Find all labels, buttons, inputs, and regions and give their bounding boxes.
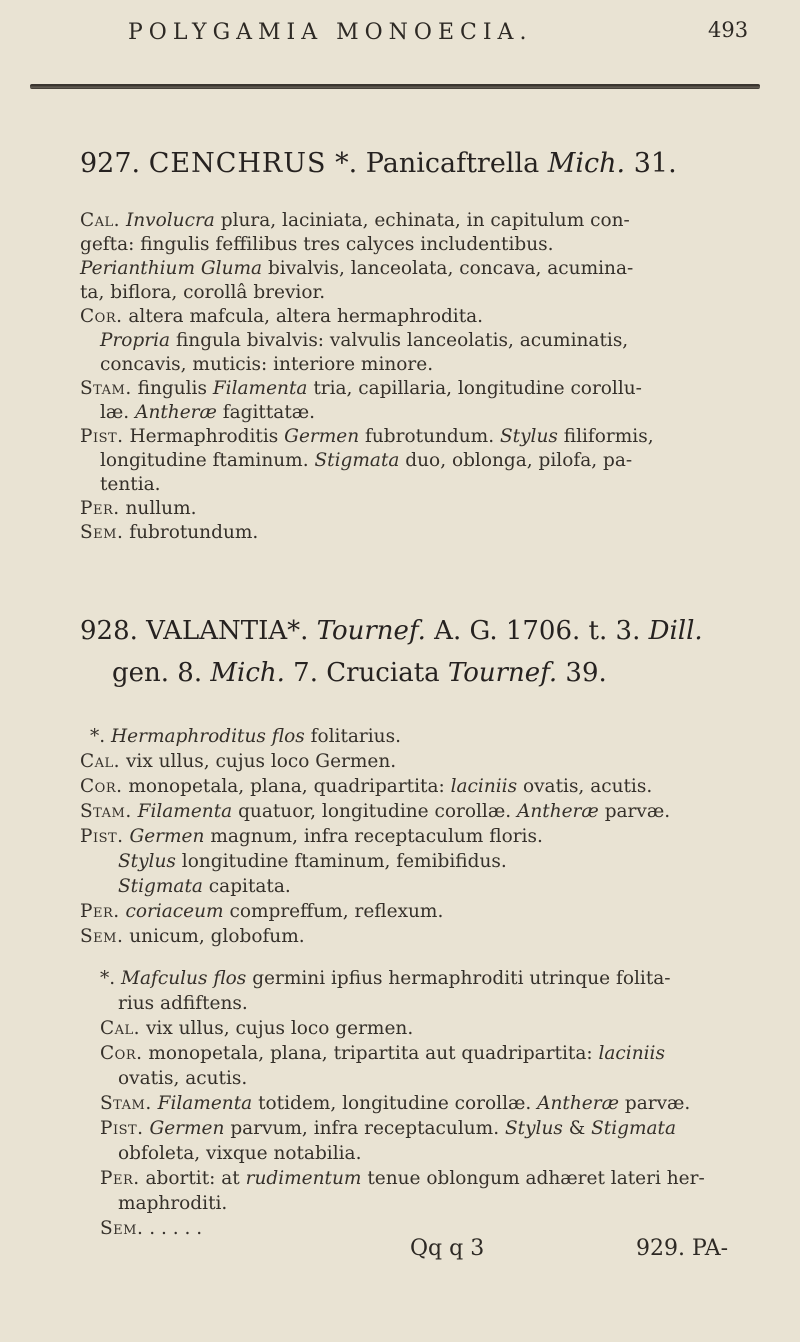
- section-key: Sem.: [80, 926, 124, 947]
- reference: A. G. 1706. t. 3.: [434, 616, 641, 646]
- synonym: Panicaftrella: [365, 148, 540, 179]
- text-line: Cal. Involucra plura, laciniata, echinata, in capitulum con-: [80, 210, 630, 231]
- genus-name: 928. VALANTIA: [80, 616, 288, 646]
- text-line: ovatis, acutis.: [118, 1068, 248, 1089]
- section-key: Cal.: [80, 751, 121, 772]
- text-line: Stigmata capitata.: [118, 876, 291, 897]
- text-line: Per. nullum.: [80, 498, 197, 519]
- entry-927-title: [80, 148, 677, 179]
- text-line: Cor. altera mafcula, altera hermaphrodita.: [80, 306, 484, 327]
- text-line: *. Hermaphroditus flos folitarius.: [90, 726, 401, 747]
- running-head: POLYGAMIA MONOECIA.: [128, 20, 533, 45]
- page-number: 493: [708, 18, 749, 42]
- section-key: Cor.: [80, 306, 123, 327]
- section-key: Cor.: [80, 776, 123, 797]
- section-key: Sem.: [100, 1218, 144, 1239]
- author: Tournef.: [447, 658, 558, 688]
- genus-mark: *.: [287, 616, 309, 646]
- text-line: Sem. . . . . .: [100, 1218, 203, 1239]
- genus-mark: *.: [335, 148, 358, 179]
- entry-928-title-line-2: [112, 658, 607, 688]
- section-key: Stam.: [80, 801, 132, 822]
- text-line: ta, biflora, corollâ brevior.: [80, 282, 326, 303]
- text-line: Pist. Hermaphroditis Germen fubrotundum. Stylus filiformis,: [80, 426, 654, 447]
- synonym-page: 39.: [565, 658, 607, 688]
- author: Tournef.: [316, 616, 426, 646]
- text-line: Stylus longitudine ftaminum, femibifidus.: [118, 851, 507, 872]
- text-line: gefta: fingulis feffilibus tres calyces includentibus.: [80, 234, 554, 255]
- text-line: Cal. vix ullus, cujus loco germen.: [100, 1018, 414, 1039]
- section-key: Sem.: [80, 522, 124, 543]
- reference: gen. 8.: [112, 658, 203, 688]
- text-line: *. Mafculus flos germini ipfius hermaphroditi utrinque folita-: [100, 968, 671, 989]
- section-key: *.: [100, 968, 116, 989]
- text-line: Cor. monopetala, plana, tripartita aut quadripartita: laciniis: [100, 1043, 665, 1064]
- text-line: Stam. Filamenta totidem, longitudine corollæ. Antheræ parvæ.: [100, 1093, 691, 1114]
- section-key: Per.: [80, 498, 120, 519]
- section-key: Pist.: [100, 1118, 144, 1139]
- section-key: Stam.: [80, 378, 132, 399]
- text-line: rius adfiftens.: [118, 993, 248, 1014]
- section-key: Pist.: [80, 826, 124, 847]
- text-line: Stam. Filamenta quatuor, longitudine corollæ. Antheræ parvæ.: [80, 801, 671, 822]
- text-line: Pist. Germen parvum, infra receptaculum. Stylus & Stigmata: [100, 1118, 677, 1139]
- text-line: Stam. fingulis Filamenta tria, capillaria, longitudine corollu-: [80, 378, 642, 399]
- text-line: tentia.: [100, 474, 161, 495]
- text-line: Cal. vix ullus, cujus loco Germen.: [80, 751, 397, 772]
- text-line: obfoleta, vixque notabilia.: [118, 1143, 362, 1164]
- section-key: Cal.: [80, 210, 121, 231]
- synonym-page: 31.: [633, 148, 677, 179]
- section-key: Stam.: [100, 1093, 152, 1114]
- author: Mich.: [210, 658, 285, 688]
- text-line: læ. Antheræ fagittatæ.: [100, 402, 316, 423]
- synonym: 7. Cruciata: [293, 658, 440, 688]
- section-key: *.: [90, 726, 106, 747]
- section-key: Pist.: [80, 426, 124, 447]
- author: Mich.: [547, 148, 626, 179]
- text-line: Sem. fubrotundum.: [80, 522, 259, 543]
- section-key: Cal.: [100, 1018, 141, 1039]
- text-line: Sem. unicum, globofum.: [80, 926, 305, 947]
- text-line: maphroditi.: [118, 1193, 228, 1214]
- section-key: Cor.: [100, 1043, 143, 1064]
- text-line: Perianthium Gluma bivalvis, lanceolata, concava, acumina-: [80, 258, 634, 279]
- section-key: Per.: [80, 901, 120, 922]
- text-line: Per. abortit: at rudimentum tenue oblongum adhæret lateri her-: [100, 1168, 705, 1189]
- entry-928-title-line-1: [80, 616, 703, 646]
- author: Dill.: [648, 616, 703, 646]
- genus-name: CENCHRUS: [148, 148, 327, 179]
- text-line: Propria fingula bivalvis: valvulis lanceolatis, acuminatis,: [100, 330, 629, 351]
- header-rule: [30, 84, 760, 89]
- section-key: Per.: [100, 1168, 140, 1189]
- text-line: Pist. Germen magnum, infra receptaculum floris.: [80, 826, 543, 847]
- text-line: longitudine ftaminum. Stigmata duo, oblonga, pilofa, pa-: [100, 450, 633, 471]
- text-line: Per. coriaceum compreffum, reflexum.: [80, 901, 444, 922]
- signature-mark: Qq q 3: [410, 1236, 485, 1261]
- text-line: Cor. monopetala, plana, quadripartita: laciniis ovatis, acutis.: [80, 776, 653, 797]
- text-line: concavis, muticis: interiore minore.: [100, 354, 434, 375]
- entry-number: 927.: [80, 148, 141, 179]
- catchword: 929. PA-: [636, 1236, 729, 1261]
